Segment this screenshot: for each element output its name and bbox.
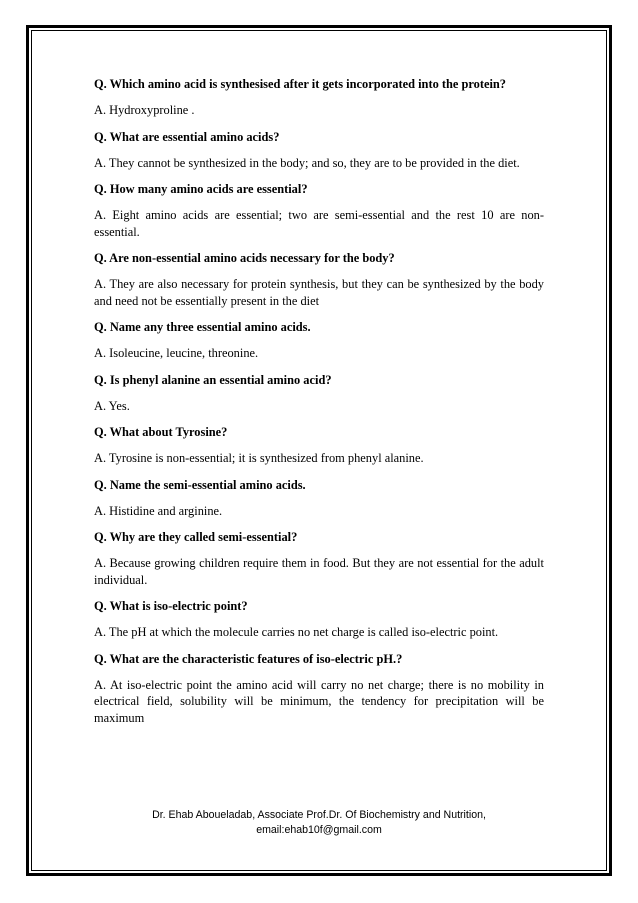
qa-item-4 [94,250,544,309]
qa-item-8 [94,477,544,520]
qa-content [94,76,544,736]
qa-item-3 [94,181,544,240]
question-2: Q. What are essential amino acids? [94,129,280,144]
answer-9: A. Because growing children require them in food. But they are not essential for the adult individual. [94,556,544,587]
answer-5: A. Isoleucine, leucine, threonine. [94,346,259,360]
qa-item-11 [94,651,544,727]
question-10: Q. What is iso-electric point? [94,599,248,613]
question-4: Q. Are non-essential amino acids necessary for the body? [94,251,395,265]
qa-item-6 [94,372,544,415]
answer-1: A. Hydroxyproline . [94,103,195,117]
question-11: Q. What are the characteristic features of iso-electric pH.? [94,651,403,666]
page-footer [100,808,538,838]
qa-item-10 [94,598,544,641]
answer-11: A. At iso-electric point the amino acid will carry no net charge; there is no mobility in electrical field, solubility will be minimum, the tendency for precipitation will be maximum [94,677,544,725]
question-1: Q. Which amino acid is synthesised after it gets incorporated into the protein? [94,77,506,91]
answer-2: A. They cannot be synthesized in the body; and so, they are to be provided in the diet. [94,155,520,170]
answer-6: A. Yes. [94,398,130,413]
answer-10: A. The pH at which the molecule carries no net charge is called iso-electric point. [94,625,499,639]
qa-item-2 [94,129,544,172]
question-6: Q. Is phenyl alanine an essential amino acid? [94,372,332,387]
qa-item-9 [94,529,544,588]
qa-item-7 [94,424,544,467]
qa-item-5 [94,319,544,362]
answer-4: A. They are also necessary for protein synthesis, but they can be synthesized by the body and need not be essentially present in the diet [94,277,544,308]
answer-8: A. Histidine and arginine. [94,503,223,518]
qa-item-1 [94,76,544,119]
question-7: Q. What about Tyrosine? [94,425,228,439]
answer-3: A. Eight amino acids are essential; two are semi-essential and the rest 10 are non-essential. [94,208,544,239]
question-8: Q. Name the semi-essential amino acids. [94,477,306,492]
question-5: Q. Name any three essential amino acids. [94,320,311,334]
footer-email-line: email:ehab10f@gmail.com [256,824,382,836]
footer-author-line: Dr. Ehab Aboueladab, Associate Prof.Dr. Of Biochemistry and Nutrition, [152,809,486,821]
question-9: Q. Why are they called semi-essential? [94,530,298,544]
answer-7: A. Tyrosine is non-essential; it is synthesized from phenyl alanine. [94,451,424,465]
question-3: Q. How many amino acids are essential? [94,182,308,196]
